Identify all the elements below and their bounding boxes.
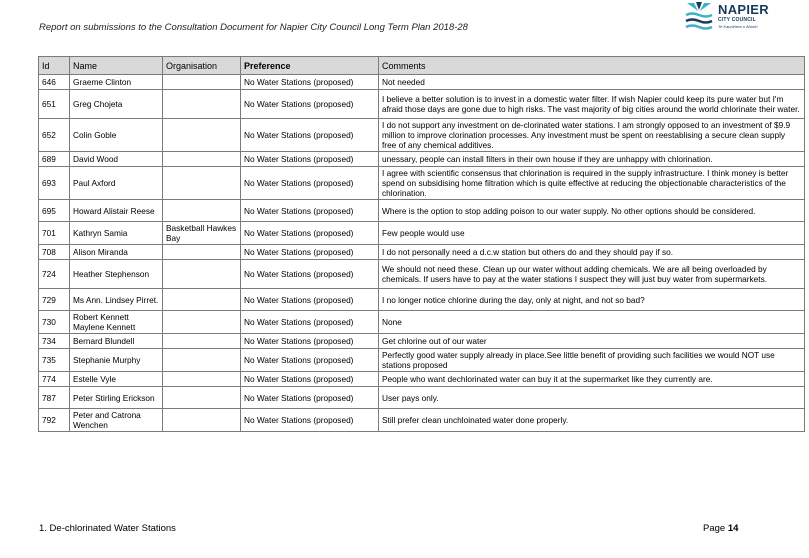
cell-organisation bbox=[163, 387, 241, 409]
cell-organisation bbox=[163, 349, 241, 372]
cell-id: 729 bbox=[39, 289, 70, 311]
cell-comment: None bbox=[379, 311, 805, 334]
column-header-organisation: Organisation bbox=[163, 57, 241, 75]
logo-name: NAPIER bbox=[718, 2, 769, 17]
napier-wave-logo-icon bbox=[684, 1, 714, 33]
cell-name: Ms Ann. Lindsey Pirret. bbox=[70, 289, 163, 311]
cell-name: Heather Stephenson bbox=[70, 260, 163, 289]
cell-preference: No Water Stations (proposed) bbox=[241, 311, 379, 334]
cell-organisation bbox=[163, 409, 241, 432]
cell-name: Stephanie Murphy bbox=[70, 349, 163, 372]
cell-organisation bbox=[163, 372, 241, 387]
cell-id: 724 bbox=[39, 260, 70, 289]
cell-name: Robert Kennett Maylene Kennett bbox=[70, 311, 163, 334]
cell-id: 792 bbox=[39, 409, 70, 432]
table-row bbox=[39, 387, 805, 409]
cell-organisation: Basketball Hawkes Bay bbox=[163, 222, 241, 245]
cell-id: 689 bbox=[39, 152, 70, 167]
cell-organisation bbox=[163, 289, 241, 311]
cell-name: Colin Goble bbox=[70, 119, 163, 152]
cell-name: David Wood bbox=[70, 152, 163, 167]
cell-id: 651 bbox=[39, 90, 70, 119]
cell-comment: Not needed bbox=[379, 75, 805, 90]
logo-subtitle: CITY COUNCIL bbox=[718, 17, 756, 23]
cell-preference: No Water Stations (proposed) bbox=[241, 409, 379, 432]
cell-comment: People who want dechlorinated water can buy it at the supermarket like they currently are. bbox=[379, 372, 805, 387]
cell-preference: No Water Stations (proposed) bbox=[241, 260, 379, 289]
page-number-value: 14 bbox=[727, 523, 739, 534]
column-header-preference: Preference bbox=[241, 57, 379, 75]
column-header-id: Id bbox=[39, 57, 70, 75]
table-row bbox=[39, 90, 805, 119]
logo-maori-text: Te Kaunihera o Ahuriri bbox=[718, 24, 758, 29]
cell-id: 693 bbox=[39, 167, 70, 200]
cell-name: Graeme Clinton bbox=[70, 75, 163, 90]
column-header-name: Name bbox=[70, 57, 163, 75]
cell-id: 730 bbox=[39, 311, 70, 334]
cell-preference: No Water Stations (proposed) bbox=[241, 119, 379, 152]
cell-name: Paul Axford bbox=[70, 167, 163, 200]
table-row bbox=[39, 260, 805, 289]
table-row bbox=[39, 349, 805, 372]
table-row bbox=[39, 119, 805, 152]
cell-comment: Get chlorine out of our water bbox=[379, 334, 805, 349]
page-number bbox=[703, 523, 738, 534]
cell-preference: No Water Stations (proposed) bbox=[241, 167, 379, 200]
cell-preference: No Water Stations (proposed) bbox=[241, 372, 379, 387]
cell-organisation bbox=[163, 200, 241, 222]
cell-id: 734 bbox=[39, 334, 70, 349]
cell-preference: No Water Stations (proposed) bbox=[241, 245, 379, 260]
table-row bbox=[39, 222, 805, 245]
cell-id: 695 bbox=[39, 200, 70, 222]
cell-organisation bbox=[163, 152, 241, 167]
cell-name: Kathryn Samia bbox=[70, 222, 163, 245]
cell-name: Bernard Blundell bbox=[70, 334, 163, 349]
cell-id: 774 bbox=[39, 372, 70, 387]
cell-organisation bbox=[163, 311, 241, 334]
cell-comment: I do not personally need a d.c.w station but others do and they should pay if so. bbox=[379, 245, 805, 260]
cell-organisation bbox=[163, 260, 241, 289]
page-label: Page bbox=[703, 523, 726, 534]
table-row bbox=[39, 334, 805, 349]
cell-preference: No Water Stations (proposed) bbox=[241, 387, 379, 409]
table-row bbox=[39, 75, 805, 90]
cell-comment: Perfectly good water supply already in place.See little benefit of providing such facilities we would NOT use stations proposed bbox=[379, 349, 805, 372]
cell-preference: No Water Stations (proposed) bbox=[241, 349, 379, 372]
cell-name: Howard Alistair Reese bbox=[70, 200, 163, 222]
cell-comment: User pays only. bbox=[379, 387, 805, 409]
table-row bbox=[39, 167, 805, 200]
section-footer: 1. De-chlorinated Water Stations bbox=[39, 523, 176, 534]
submissions-table bbox=[38, 56, 805, 432]
cell-preference: No Water Stations (proposed) bbox=[241, 90, 379, 119]
table-row bbox=[39, 409, 805, 432]
cell-name: Peter and Catrona Wenchen bbox=[70, 409, 163, 432]
cell-comment: We should not need these. Clean up our water without adding chemicals. We are all being overloaded by chemicals. If users have to pay at the water stations I suspect they will just buy water from supermarkets. bbox=[379, 260, 805, 289]
table-header-row bbox=[39, 57, 805, 75]
cell-organisation bbox=[163, 167, 241, 200]
table-row bbox=[39, 152, 805, 167]
table-row bbox=[39, 289, 805, 311]
cell-name: Peter Stirling Erickson bbox=[70, 387, 163, 409]
cell-id: 701 bbox=[39, 222, 70, 245]
cell-preference: No Water Stations (proposed) bbox=[241, 200, 379, 222]
cell-id: 646 bbox=[39, 75, 70, 90]
cell-organisation bbox=[163, 90, 241, 119]
cell-id: 735 bbox=[39, 349, 70, 372]
cell-preference: No Water Stations (proposed) bbox=[241, 289, 379, 311]
cell-name: Greg Chojeta bbox=[70, 90, 163, 119]
cell-preference: No Water Stations (proposed) bbox=[241, 222, 379, 245]
cell-comment: Still prefer clean unchloinated water done properly. bbox=[379, 409, 805, 432]
table-row bbox=[39, 200, 805, 222]
cell-id: 787 bbox=[39, 387, 70, 409]
cell-comment: I do not support any investment on de-clorinated water stations. I am strongly opposed to an investment of $9.9 million to improve clorination processes. Any investment must be spent on reestablising a secure clean supply free of any chemical additives. bbox=[379, 119, 805, 152]
cell-comment: I agree with scientific consensus that chlorination is required in the supply infrastructure. I think money is better spend on subsidising home filtration which is quite effective at reducing the objectionable characteristics of the chlorination. bbox=[379, 167, 805, 200]
cell-comment: Where is the option to stop adding poison to our water supply. No other options should be considered. bbox=[379, 200, 805, 222]
table-row bbox=[39, 372, 805, 387]
cell-name: Alison Miranda bbox=[70, 245, 163, 260]
cell-preference: No Water Stations (proposed) bbox=[241, 334, 379, 349]
cell-id: 708 bbox=[39, 245, 70, 260]
report-title: Report on submissions to the Consultation Document for Napier City Council Long Term Plan 2018-28 bbox=[39, 22, 468, 33]
cell-name: Estelle Vyle bbox=[70, 372, 163, 387]
cell-organisation bbox=[163, 119, 241, 152]
cell-organisation bbox=[163, 245, 241, 260]
cell-id: 652 bbox=[39, 119, 70, 152]
cell-preference: No Water Stations (proposed) bbox=[241, 75, 379, 90]
cell-comment: unessary, people can install filters in their own house if they are unhappy with chlorination. bbox=[379, 152, 805, 167]
cell-preference: No Water Stations (proposed) bbox=[241, 152, 379, 167]
cell-comment: I no longer notice chlorine during the day, only at night, and not so bad? bbox=[379, 289, 805, 311]
napier-logo bbox=[684, 1, 784, 35]
cell-organisation bbox=[163, 75, 241, 90]
table-row bbox=[39, 311, 805, 334]
cell-organisation bbox=[163, 334, 241, 349]
cell-comment: Few people would use bbox=[379, 222, 805, 245]
table-row bbox=[39, 245, 805, 260]
column-header-comments: Comments bbox=[379, 57, 805, 75]
cell-comment: I believe a better solution is to invest in a domestic water filter. If wish Napier could keep its pure water but I'm afraid those days are gone due to high risks. The vast majority of big cities around the world chlorinate their water. bbox=[379, 90, 805, 119]
